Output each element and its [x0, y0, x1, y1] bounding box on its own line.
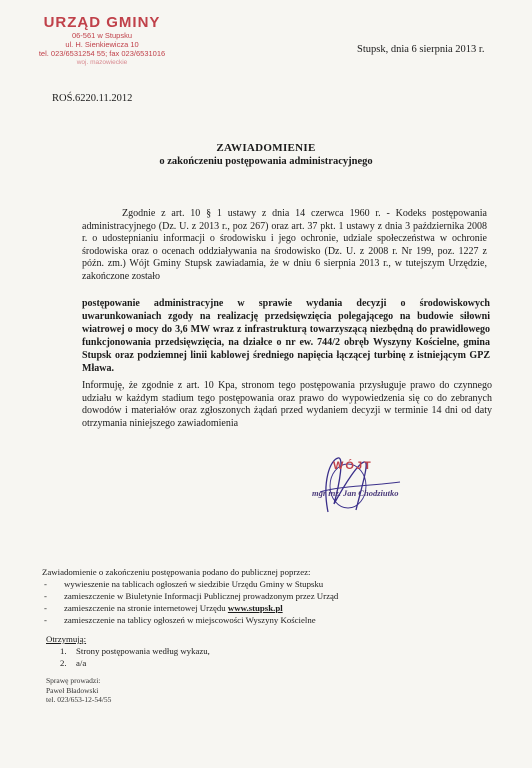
publication-methods-list [42, 578, 502, 626]
item-text: Strony postępowania według wykazu, [76, 646, 210, 656]
item-number: 2. [60, 658, 67, 668]
item-number: 1. [60, 646, 67, 656]
case-handler-name: Paweł Bładowski [46, 685, 99, 695]
list-item [46, 657, 210, 669]
recipients-list [46, 645, 210, 669]
recipients-header: Otrzymują: [46, 634, 87, 644]
list-item [46, 645, 210, 657]
legal-basis-paragraph: Zgodnie z art. 10 § 1 ustawy z dnia 14 czerwca 1960 r. - Kodeks postępowania administracyjnego (Dz. U. z 2013 r., poz 267) oraz art. 37 pkt. 1 ustawy z dnia 3 października 2008 r. o udostepnianiu informacji o środowisku i jego ochronie, udziale społeczeństwa w ochronie środowiska oraz o ocenach oddziaływania na środowisko (Dz. U. z 2008 r. Nr 199, poz. 1227 z późn. zm.) Wójt Gminy Stupsk zawiadamia, że w dniu 6 sierpnia 2013 r., w tutejszym Urzędzie, zakończone zostało [82, 208, 487, 282]
case-handler-phone: tel. 023/653-12-54/55 [46, 695, 112, 704]
list-item: - zamieszczenie na tablicy ogłoszeń w miejscowości Wyszyny Kościelne [42, 614, 502, 626]
item-text: a/a [76, 658, 87, 668]
stamp-street: ul. H. Sienkiewicza 10 [65, 40, 139, 49]
rights-paragraph: Informuję, że zgodnie z art. 10 Kpa, stronom tego postępowania przysługuje prawo do czynnego udziału w każdym stadium tego postępowania oraz prawo do wypowiedzenia się co do zebranych dowodów i materiałów oraz zgłoszonych żądań przed wydaniem decyzji w terminie 14 dni od daty otrzymania niniejszego zawiadomienia [82, 380, 492, 429]
case-handler-label: Sprawę prowadzi: [46, 676, 101, 685]
list-item [42, 602, 502, 614]
notice-intro: Zawiadomienie o zakończeniu postępowania podano do publicznej poprzez: [42, 567, 311, 577]
list-item-text: zamieszczenie na stronie internetowej Urzędu [64, 603, 226, 613]
publication-notice [42, 566, 502, 626]
document-title: ZAWIADOMIENIE [216, 142, 316, 154]
signatory-name: mgr inż. Jan Chodziutko [312, 488, 399, 498]
document-subtitle: o zakończeniu postępowania administracyjnego [159, 156, 373, 167]
document-date: Stupsk, dnia 6 sierpnia 2013 r. [357, 44, 485, 55]
list-item: - wywieszenie na tablicach ogłoszeń w siedzibie Urzędu Gminy w Stupsku [42, 578, 502, 590]
stamp-region: woj. mazowieckie [76, 59, 128, 66]
website-link[interactable]: www.stupsk.pl [227, 603, 283, 613]
recipients-section [46, 633, 210, 669]
office-stamp [32, 14, 172, 67]
proceeding-subject-paragraph: postępowanie administracyjne w sprawie wydania decyzji o środowiskowych uwarunkowaniach zgody na realizację przedsięwzięcia polegającego na budowie siłowni wiatrowej o mocy do 3,6 MW wraz z infrastrukturą towarzyszącą niezbędną do prawidłowego funkcjonowania przedsięwzięcia, na działce o nr ew. 744/2 obręb Wyszyny Kościelne, gmina Stupsk oraz podziemnej linii kablowej średniego napięcia łączącej turbinę z istniejącym GPZ Mława. [82, 298, 490, 374]
reference-number: ROŚ.6220.11.2012 [52, 93, 133, 104]
signature-office-stamp: WÓJT [333, 460, 373, 472]
list-item: - zamieszczenie w Biuletynie Informacji Publicznej prowadzonym przez Urząd [42, 590, 502, 602]
stamp-phone: tel. 023/6531254 55; fax 023/6531016 [38, 49, 166, 58]
case-handler [46, 676, 111, 705]
stamp-title: URZĄD GMINY [43, 14, 161, 31]
stamp-postal: 06-561 w Stupsku [71, 31, 133, 40]
